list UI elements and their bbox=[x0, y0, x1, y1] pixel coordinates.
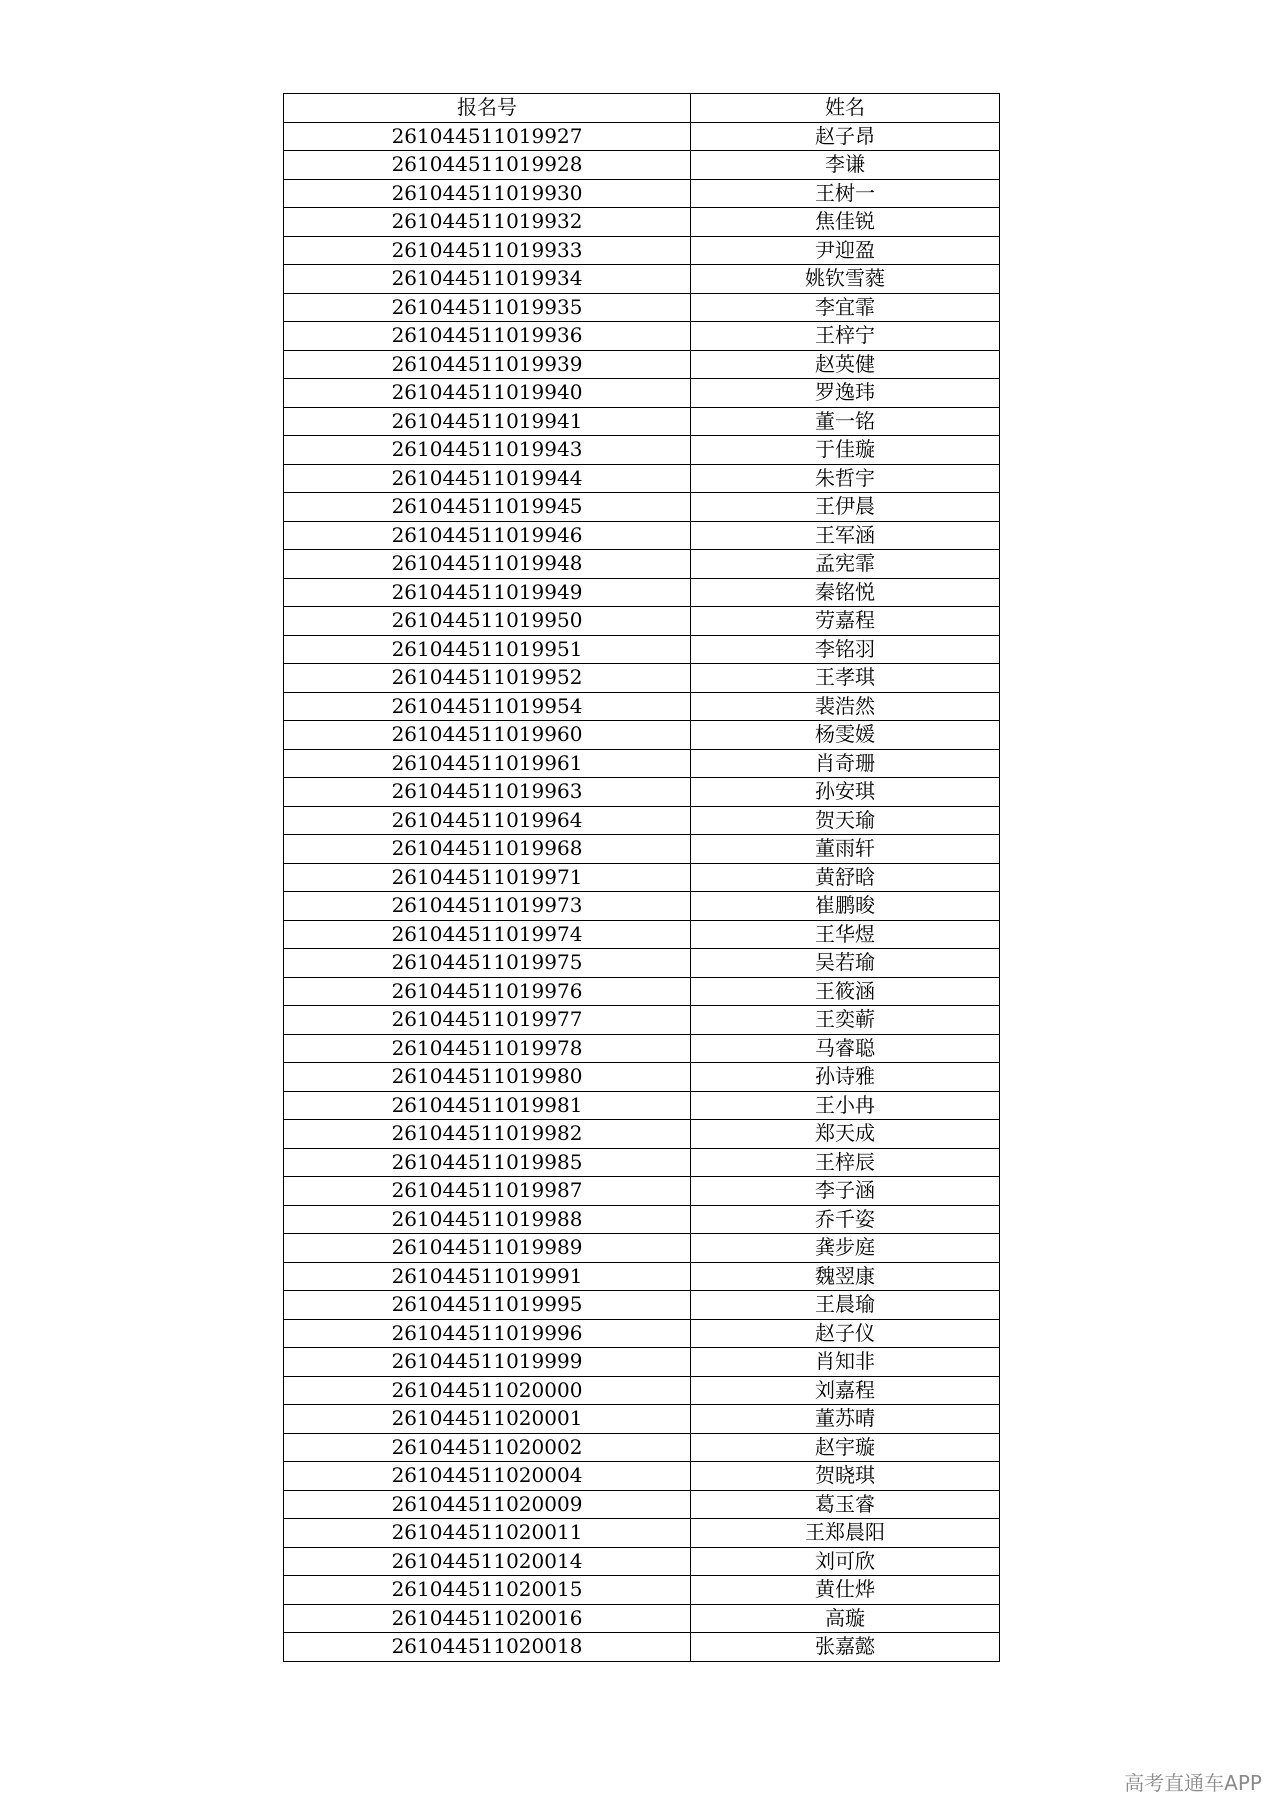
table-row bbox=[284, 949, 1000, 978]
student-name-cell: 李子涵 bbox=[691, 1177, 1000, 1206]
table-row bbox=[284, 1604, 1000, 1633]
registration-number-cell: 261044511019980 bbox=[284, 1063, 691, 1092]
student-name-cell: 杨雯媛 bbox=[691, 721, 1000, 750]
table-row bbox=[284, 122, 1000, 151]
registration-number-cell: 261044511019928 bbox=[284, 151, 691, 180]
student-name-cell: 张嘉懿 bbox=[691, 1633, 1000, 1662]
student-name-cell: 肖知非 bbox=[691, 1348, 1000, 1377]
roster-table bbox=[283, 93, 1000, 1662]
table-row bbox=[284, 1376, 1000, 1405]
registration-number-cell: 261044511019989 bbox=[284, 1234, 691, 1263]
table-row bbox=[284, 863, 1000, 892]
student-name-cell: 董一铭 bbox=[691, 407, 1000, 436]
student-name-cell: 董雨轩 bbox=[691, 835, 1000, 864]
table-row bbox=[284, 1120, 1000, 1149]
student-name-cell: 孙诗雅 bbox=[691, 1063, 1000, 1092]
student-name-cell: 王梓辰 bbox=[691, 1148, 1000, 1177]
registration-number-cell: 261044511019976 bbox=[284, 977, 691, 1006]
student-name-cell: 黄舒晗 bbox=[691, 863, 1000, 892]
registration-number-cell: 261044511019936 bbox=[284, 322, 691, 351]
registration-number-cell: 261044511019941 bbox=[284, 407, 691, 436]
table-row bbox=[284, 1063, 1000, 1092]
registration-number-cell: 261044511019933 bbox=[284, 236, 691, 265]
column-header-registration-number: 报名号 bbox=[284, 94, 691, 123]
student-name-cell: 姚钦雪蕤 bbox=[691, 265, 1000, 294]
registration-number-cell: 261044511019968 bbox=[284, 835, 691, 864]
table-row bbox=[284, 778, 1000, 807]
table-row bbox=[284, 977, 1000, 1006]
student-name-cell: 王伊晨 bbox=[691, 493, 1000, 522]
registration-number-cell: 261044511019952 bbox=[284, 664, 691, 693]
table-row bbox=[284, 464, 1000, 493]
student-name-cell: 贺晓琪 bbox=[691, 1462, 1000, 1491]
registration-number-cell: 261044511019950 bbox=[284, 607, 691, 636]
student-name-cell: 于佳璇 bbox=[691, 436, 1000, 465]
registration-number-cell: 261044511020002 bbox=[284, 1433, 691, 1462]
registration-number-cell: 261044511019946 bbox=[284, 521, 691, 550]
registration-number-cell: 261044511020015 bbox=[284, 1576, 691, 1605]
table-row bbox=[284, 692, 1000, 721]
table-row bbox=[284, 1034, 1000, 1063]
table-body bbox=[284, 122, 1000, 1661]
student-name-cell: 劳嘉程 bbox=[691, 607, 1000, 636]
student-name-cell: 刘嘉程 bbox=[691, 1376, 1000, 1405]
registration-number-cell: 261044511019999 bbox=[284, 1348, 691, 1377]
table-row bbox=[284, 151, 1000, 180]
registration-number-cell: 261044511019943 bbox=[284, 436, 691, 465]
table-row bbox=[284, 578, 1000, 607]
student-name-cell: 王郑晨阳 bbox=[691, 1519, 1000, 1548]
registration-number-cell: 261044511019981 bbox=[284, 1091, 691, 1120]
registration-number-cell: 261044511020001 bbox=[284, 1405, 691, 1434]
student-name-cell: 葛玉睿 bbox=[691, 1490, 1000, 1519]
registration-number-cell: 261044511019960 bbox=[284, 721, 691, 750]
student-name-cell: 裴浩然 bbox=[691, 692, 1000, 721]
registration-number-cell: 261044511019945 bbox=[284, 493, 691, 522]
registration-number-cell: 261044511019939 bbox=[284, 350, 691, 379]
table-row bbox=[284, 892, 1000, 921]
registration-number-cell: 261044511020014 bbox=[284, 1547, 691, 1576]
student-name-cell: 赵子仪 bbox=[691, 1319, 1000, 1348]
registration-number-cell: 261044511020004 bbox=[284, 1462, 691, 1491]
registration-number-cell: 261044511019949 bbox=[284, 578, 691, 607]
student-name-cell: 王晨瑜 bbox=[691, 1291, 1000, 1320]
registration-number-cell: 261044511019948 bbox=[284, 550, 691, 579]
table-row bbox=[284, 1205, 1000, 1234]
registration-number-cell: 261044511019951 bbox=[284, 635, 691, 664]
table-row bbox=[284, 1234, 1000, 1263]
table-header bbox=[284, 94, 1000, 123]
registration-number-cell: 261044511019944 bbox=[284, 464, 691, 493]
student-name-cell: 朱哲宇 bbox=[691, 464, 1000, 493]
table-row bbox=[284, 350, 1000, 379]
table-row bbox=[284, 806, 1000, 835]
registration-number-cell: 261044511019995 bbox=[284, 1291, 691, 1320]
table-row bbox=[284, 379, 1000, 408]
column-header-name: 姓名 bbox=[691, 94, 1000, 123]
table-row bbox=[284, 721, 1000, 750]
table-row bbox=[284, 1433, 1000, 1462]
table-row bbox=[284, 1291, 1000, 1320]
registration-number-cell: 261044511019940 bbox=[284, 379, 691, 408]
table-row bbox=[284, 1576, 1000, 1605]
registration-number-cell: 261044511019985 bbox=[284, 1148, 691, 1177]
registration-number-cell: 261044511019934 bbox=[284, 265, 691, 294]
student-name-cell: 董苏晴 bbox=[691, 1405, 1000, 1434]
table-row bbox=[284, 1348, 1000, 1377]
table-row bbox=[284, 1319, 1000, 1348]
registration-number-cell: 261044511019927 bbox=[284, 122, 691, 151]
registration-number-cell: 261044511019963 bbox=[284, 778, 691, 807]
registration-number-cell: 261044511019974 bbox=[284, 920, 691, 949]
table-row bbox=[284, 521, 1000, 550]
student-name-cell: 李铭羽 bbox=[691, 635, 1000, 664]
registration-number-cell: 261044511020000 bbox=[284, 1376, 691, 1405]
registration-number-cell: 261044511020009 bbox=[284, 1490, 691, 1519]
registration-number-cell: 261044511020018 bbox=[284, 1633, 691, 1662]
student-name-cell: 王奕蕲 bbox=[691, 1006, 1000, 1035]
registration-number-cell: 261044511019988 bbox=[284, 1205, 691, 1234]
student-name-cell: 王小冉 bbox=[691, 1091, 1000, 1120]
watermark-text: 高考直通车APP bbox=[1124, 1771, 1262, 1795]
table-row bbox=[284, 236, 1000, 265]
table-row bbox=[284, 493, 1000, 522]
student-name-cell: 王军涵 bbox=[691, 521, 1000, 550]
table-row bbox=[284, 1462, 1000, 1491]
registration-number-cell: 261044511019961 bbox=[284, 749, 691, 778]
student-name-cell: 龚步庭 bbox=[691, 1234, 1000, 1263]
table-row bbox=[284, 1519, 1000, 1548]
registration-number-cell: 261044511020016 bbox=[284, 1604, 691, 1633]
student-name-cell: 乔千姿 bbox=[691, 1205, 1000, 1234]
table-row bbox=[284, 407, 1000, 436]
table-row bbox=[284, 1547, 1000, 1576]
student-name-cell: 郑天成 bbox=[691, 1120, 1000, 1149]
student-name-cell: 高璇 bbox=[691, 1604, 1000, 1633]
student-name-cell: 王梓宁 bbox=[691, 322, 1000, 351]
registration-number-cell: 261044511019991 bbox=[284, 1262, 691, 1291]
registration-number-cell: 261044511019971 bbox=[284, 863, 691, 892]
registration-number-cell: 261044511019975 bbox=[284, 949, 691, 978]
table-row bbox=[284, 1177, 1000, 1206]
student-name-cell: 崔鹏晙 bbox=[691, 892, 1000, 921]
student-name-cell: 王筱涵 bbox=[691, 977, 1000, 1006]
table-row bbox=[284, 1006, 1000, 1035]
student-name-cell: 焦佳锐 bbox=[691, 208, 1000, 237]
registration-number-cell: 261044511020011 bbox=[284, 1519, 691, 1548]
registration-number-cell: 261044511019932 bbox=[284, 208, 691, 237]
table-row bbox=[284, 179, 1000, 208]
table-row bbox=[284, 920, 1000, 949]
registration-number-cell: 261044511019987 bbox=[284, 1177, 691, 1206]
student-name-cell: 刘可欣 bbox=[691, 1547, 1000, 1576]
student-name-cell: 马睿聪 bbox=[691, 1034, 1000, 1063]
student-name-cell: 孙安琪 bbox=[691, 778, 1000, 807]
student-name-cell: 王华煜 bbox=[691, 920, 1000, 949]
table-row bbox=[284, 1633, 1000, 1662]
student-name-cell: 李谦 bbox=[691, 151, 1000, 180]
student-name-cell: 魏翌康 bbox=[691, 1262, 1000, 1291]
table-row bbox=[284, 607, 1000, 636]
table-row bbox=[284, 322, 1000, 351]
table-row bbox=[284, 208, 1000, 237]
registration-number-cell: 261044511019964 bbox=[284, 806, 691, 835]
registration-number-cell: 261044511019978 bbox=[284, 1034, 691, 1063]
registration-number-cell: 261044511019973 bbox=[284, 892, 691, 921]
table-row bbox=[284, 1490, 1000, 1519]
table-row bbox=[284, 293, 1000, 322]
registration-number-cell: 261044511019930 bbox=[284, 179, 691, 208]
header-row bbox=[284, 94, 1000, 123]
table-row bbox=[284, 749, 1000, 778]
table-row bbox=[284, 835, 1000, 864]
registration-number-cell: 261044511019977 bbox=[284, 1006, 691, 1035]
table-row bbox=[284, 1262, 1000, 1291]
student-name-cell: 肖奇珊 bbox=[691, 749, 1000, 778]
student-name-cell: 孟宪霏 bbox=[691, 550, 1000, 579]
student-name-cell: 尹迎盈 bbox=[691, 236, 1000, 265]
registration-number-cell: 261044511019982 bbox=[284, 1120, 691, 1149]
student-name-cell: 秦铭悦 bbox=[691, 578, 1000, 607]
student-name-cell: 王树一 bbox=[691, 179, 1000, 208]
student-name-cell: 赵英健 bbox=[691, 350, 1000, 379]
student-name-cell: 罗逸玮 bbox=[691, 379, 1000, 408]
table-row bbox=[284, 635, 1000, 664]
student-name-cell: 吴若瑜 bbox=[691, 949, 1000, 978]
table-row bbox=[284, 1405, 1000, 1434]
table-row bbox=[284, 550, 1000, 579]
student-name-cell: 黄仕烨 bbox=[691, 1576, 1000, 1605]
table-row bbox=[284, 265, 1000, 294]
table-row bbox=[284, 1148, 1000, 1177]
student-name-cell: 贺天瑜 bbox=[691, 806, 1000, 835]
registration-number-cell: 261044511019954 bbox=[284, 692, 691, 721]
registration-number-cell: 261044511019935 bbox=[284, 293, 691, 322]
student-name-cell: 赵宇璇 bbox=[691, 1433, 1000, 1462]
table-row bbox=[284, 436, 1000, 465]
registration-number-cell: 261044511019996 bbox=[284, 1319, 691, 1348]
student-name-cell: 赵子昂 bbox=[691, 122, 1000, 151]
table-row bbox=[284, 1091, 1000, 1120]
student-name-cell: 李宜霏 bbox=[691, 293, 1000, 322]
student-name-cell: 王孝琪 bbox=[691, 664, 1000, 693]
table-row bbox=[284, 664, 1000, 693]
